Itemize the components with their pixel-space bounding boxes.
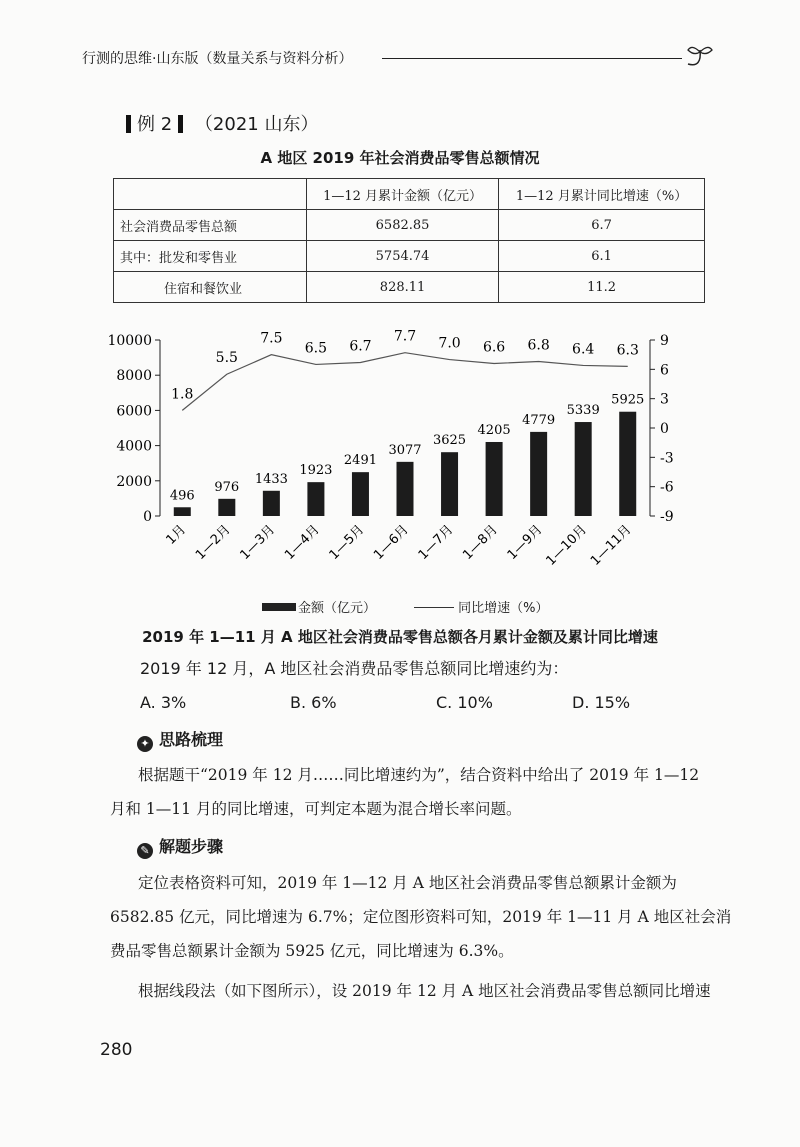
legend-line-swatch <box>414 607 454 608</box>
table-cell: 6582.85 <box>307 210 499 241</box>
x-tick-label: 1—8月 <box>460 522 501 563</box>
solution-line: 定位表格资料可知，2019 年 1—12 月 A 地区社会消费品零售总额累计金额为 <box>138 874 677 892</box>
bar <box>307 482 324 516</box>
example-source: （2021 山东） <box>194 114 319 135</box>
option-a[interactable] <box>140 693 186 712</box>
x-tick-label: 1月 <box>163 522 190 548</box>
compass-icon: ✦ <box>137 736 153 752</box>
line-label: 6.6 <box>482 339 506 356</box>
x-tick-label: 1—6月 <box>371 522 412 563</box>
right-tick-label: -6 <box>660 479 674 496</box>
thinking-line: 月和 1—11 月的同比增速，可判定本题为混合增长率问题。 <box>110 800 522 818</box>
line-label: 6.5 <box>304 340 328 357</box>
bar-label: 4779 <box>522 412 556 428</box>
line-label: 6.3 <box>616 342 639 359</box>
table-cell: 828.11 <box>307 272 499 303</box>
table-header-cell <box>114 179 307 210</box>
bar-label: 3077 <box>388 442 422 458</box>
bar <box>530 432 547 516</box>
thinking-heading <box>137 727 223 752</box>
table-title: A 地区 2019 年社会消费品零售总额情况 <box>260 149 540 167</box>
bar <box>263 491 280 516</box>
page-number: 280 <box>100 1040 133 1060</box>
right-tick-label: 6 <box>660 362 669 379</box>
legend-label: 同比增速（%） <box>458 601 549 616</box>
solution-line: 根据线段法（如下图所示），设 2019 年 12 月 A 地区社会消费品零售总额同比增速 <box>138 982 711 1000</box>
left-tick-label: 8000 <box>116 368 152 385</box>
growth-line <box>182 353 627 411</box>
chart-legend <box>262 597 549 616</box>
legend-label: 金额（亿元） <box>298 601 377 616</box>
x-tick-label: 1—7月 <box>415 522 457 563</box>
data-table <box>113 178 705 303</box>
line-label: 7.0 <box>438 335 461 352</box>
right-tick-label: -3 <box>660 450 674 467</box>
option-letter: B. <box>290 693 307 712</box>
bar <box>397 462 414 516</box>
option-text: 10% <box>457 693 493 712</box>
option-text: 3% <box>160 693 187 712</box>
bar-label: 976 <box>214 479 240 495</box>
bar-label: 2491 <box>343 453 378 469</box>
table-cell: 其中：批发和零售业 <box>114 241 307 272</box>
left-tick-label: 2000 <box>116 473 152 490</box>
x-tick-label: 1—11月 <box>588 522 635 569</box>
bar <box>575 422 592 516</box>
line-label: 7.7 <box>393 328 417 345</box>
table-header-cell: 1—12 月累计金额（亿元） <box>307 179 499 210</box>
bar-label: 1433 <box>254 471 288 487</box>
line-label: 6.4 <box>572 341 595 358</box>
x-tick-label: 1—4月 <box>282 522 323 563</box>
bar-label: 496 <box>169 488 195 504</box>
x-tick-label: 1—5月 <box>326 522 368 563</box>
bar-label: 5925 <box>611 392 645 408</box>
option-c[interactable] <box>436 693 493 712</box>
right-tick-label: 0 <box>660 421 669 437</box>
line-label: 6.8 <box>527 337 550 354</box>
option-d[interactable] <box>572 693 630 712</box>
x-tick-label: 1—9月 <box>504 522 546 563</box>
running-header <box>82 42 722 72</box>
table-cell: 11.2 <box>499 272 705 303</box>
question-stem: 2019 年 12 月，A 地区社会消费品零售总额同比增速约为： <box>140 659 569 678</box>
line-label: 5.5 <box>215 350 238 367</box>
bar <box>174 507 191 516</box>
left-tick-label: 10000 <box>107 333 152 349</box>
example-bar-right <box>178 115 183 133</box>
table-row <box>114 210 705 241</box>
pen-icon: ✎ <box>137 843 153 859</box>
header-rule <box>382 58 682 59</box>
table-header-row <box>114 179 705 210</box>
table-cell: 6.1 <box>499 241 705 272</box>
bar <box>352 472 369 516</box>
right-tick-label: -9 <box>660 509 674 525</box>
thinking-line: 根据题干“2019 年 12 月……同比增速约为”，结合资料中给出了 2019 年 1—12 <box>138 766 700 784</box>
line-label: 1.8 <box>171 386 194 403</box>
bar <box>218 499 235 516</box>
x-tick-label: 1—2月 <box>192 522 234 563</box>
solution-line: 费品零售总额累计金额为 5925 亿元，同比增速为 6.3%。 <box>110 942 514 960</box>
line-label: 7.5 <box>260 330 283 347</box>
legend-bar-swatch <box>262 603 296 611</box>
example-number: 例 2 <box>137 114 173 135</box>
left-tick-label: 4000 <box>116 438 152 455</box>
bar <box>441 452 458 516</box>
table-cell: 社会消费品零售总额 <box>114 210 307 241</box>
option-letter: C. <box>436 693 453 712</box>
solution-line: 6582.85 亿元，同比增速为 6.7%；定位图形资料可知，2019 年 1—11 月 A 地区社会消 <box>110 908 732 926</box>
solution-heading <box>137 834 223 859</box>
table-row <box>114 272 705 303</box>
example-label <box>120 110 318 136</box>
table-row <box>114 241 705 272</box>
bar-label: 4205 <box>477 422 511 438</box>
line-label: 6.7 <box>349 338 372 355</box>
table-header-cell: 1—12 月累计同比增速（%） <box>499 179 705 210</box>
thinking-title: 思路梳理 <box>159 730 224 749</box>
left-tick-label: 6000 <box>116 403 152 420</box>
right-tick-label: 9 <box>660 333 669 349</box>
bar-label: 3625 <box>432 433 467 449</box>
sprout-icon <box>682 42 722 72</box>
option-b[interactable] <box>290 693 337 712</box>
x-tick-label: 1—3月 <box>237 522 279 563</box>
bar <box>619 412 636 516</box>
bar-label: 5339 <box>566 403 600 419</box>
chart-caption: 2019 年 1—11 月 A 地区社会消费品零售总额各月累计金额及累计同比增速 <box>142 628 658 646</box>
running-header-text: 行测的思维·山东版（数量关系与资料分析） <box>82 51 353 67</box>
option-letter: A. <box>140 693 156 712</box>
table-cell: 5754.74 <box>307 241 499 272</box>
option-text: 6% <box>311 693 337 712</box>
option-text: 15% <box>594 693 631 712</box>
table-cell: 住宿和餐饮业 <box>114 272 307 303</box>
example-bar-left <box>126 115 131 133</box>
solution-title: 解题步骤 <box>159 837 224 856</box>
x-tick-label: 1—10月 <box>543 522 591 569</box>
right-tick-label: 3 <box>660 391 669 408</box>
option-letter: D. <box>572 693 590 712</box>
table-cell: 6.7 <box>499 210 705 241</box>
bar-label: 1923 <box>299 463 333 479</box>
left-tick-label: 0 <box>143 509 152 525</box>
bar <box>486 442 503 516</box>
combo-chart <box>100 326 700 596</box>
